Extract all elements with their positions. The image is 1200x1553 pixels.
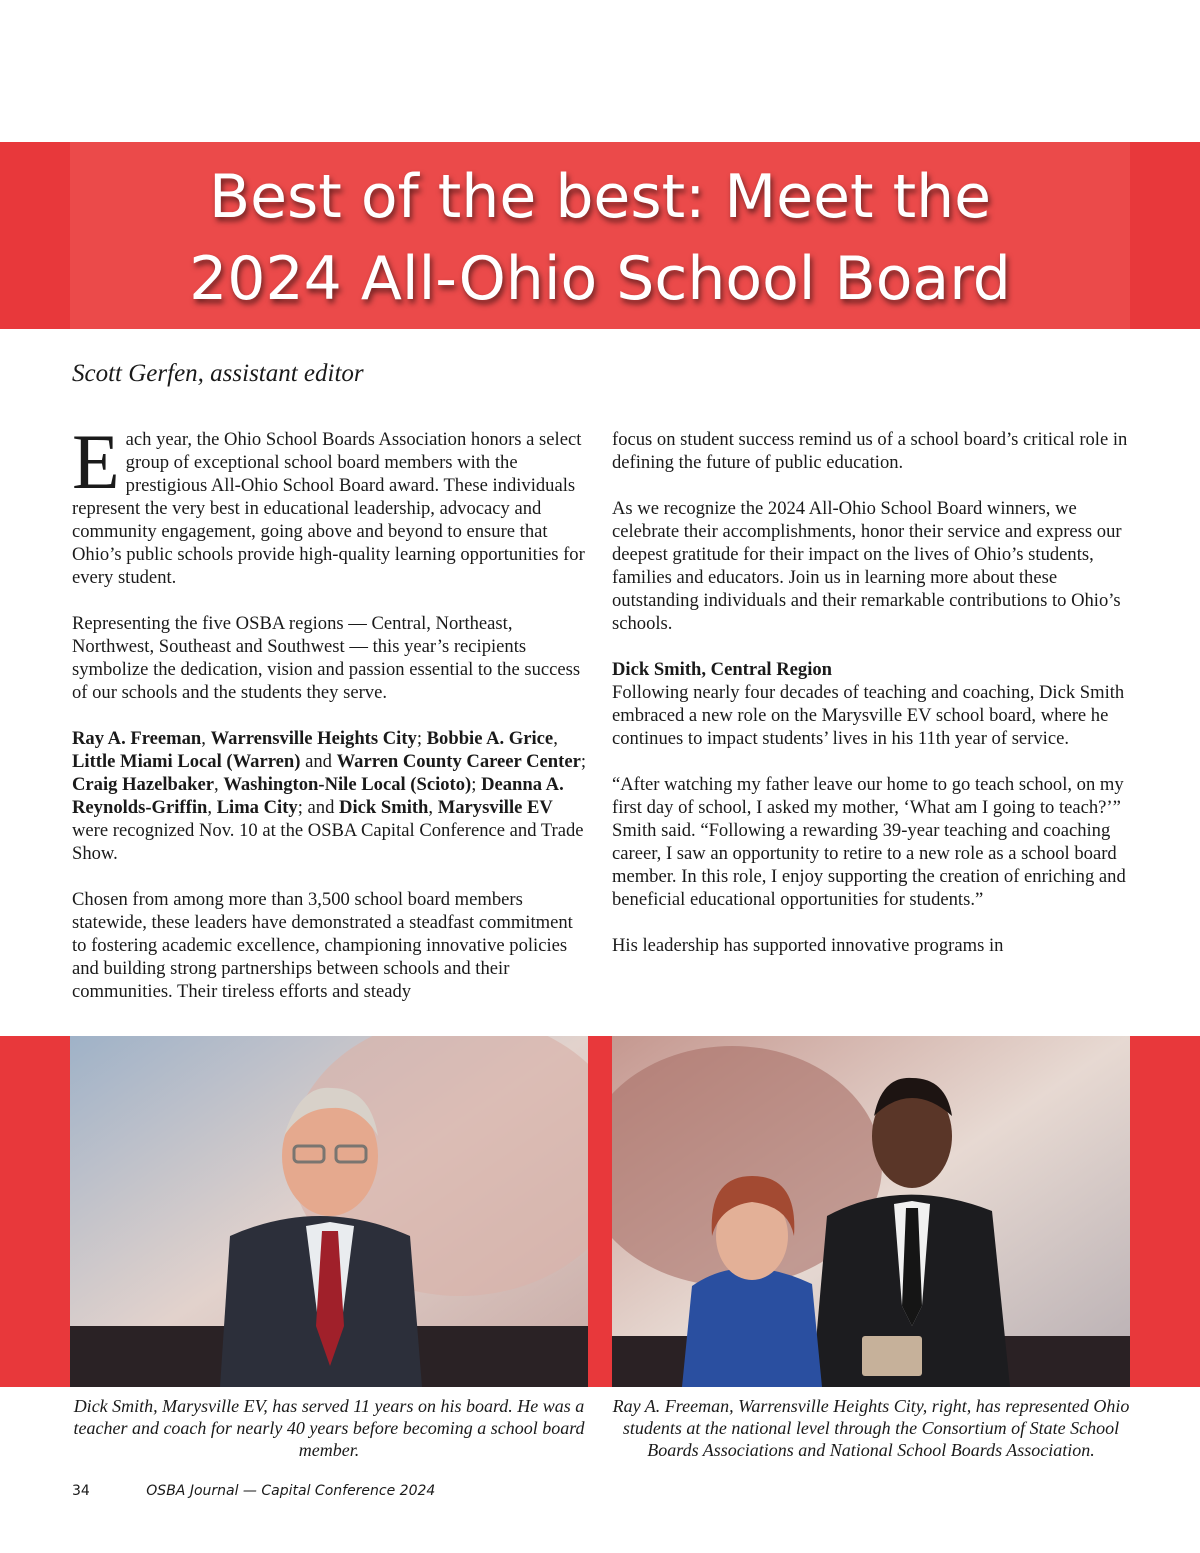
- focus-paragraph: focus on student success remind us of a school board’s critical role in defining the future of public education.: [612, 429, 1128, 473]
- winner-district: Little Miami Local (Warren): [72, 751, 301, 772]
- title-line-2: 2024 All-Ohio School Board: [189, 244, 1011, 314]
- intro-text: ach year, the Ohio School Boards Association honors a select group of exceptional school board members with the prestigious All-Ohio School Board award. These individuals represent the very best in educational leadership, advocacy and community engagement, going above and beyond to ensure that Ohio’s public schools provide high-quality learning opportunities for every student.: [72, 429, 585, 588]
- winner-district: Washington-Nile Local (Scioto): [223, 774, 472, 795]
- photo-dick-smith-image: [70, 1036, 588, 1387]
- profile-intro: Following nearly four decades of teaching and coaching, Dick Smith embraced a new role on the Marysville EV school board, where he continues to impact students’ lives in his 11th year of service.: [612, 682, 1125, 749]
- winners-paragraph: Ray A. Freeman, Warrensville Heights City; Bobbie A. Grice, Little Miami Local (Warren) and Warren County Career Center; Craig Hazelbaker, Washington-Nile Local (Scioto); Deanna A. Reynolds-Griffin, Lima City; and Dick Smith, Marysville EV were recognized Nov. 10 at the OSBA Capital Conference and Trade Show.: [72, 728, 587, 864]
- regions-paragraph: Representing the five OSBA regions — Central, Northeast, Northwest, Southeast and Southwest — this year’s recipients symbolize the dedication, vision and passion essential to the success of our schools and the students they serve.: [72, 613, 581, 703]
- article-left-column: [72, 418, 590, 1026]
- winner-district: Lima City: [216, 797, 298, 818]
- winner-name: Dick Smith: [339, 797, 429, 818]
- connector-text: ; and: [297, 797, 340, 818]
- page-footer: [72, 1483, 435, 1499]
- byline: Scott Gerfen, assistant editor: [72, 360, 364, 387]
- leadership-paragraph: His leadership has supported innovative programs in: [612, 935, 1004, 956]
- profile-heading: Dick Smith, Central Region: [612, 659, 833, 680]
- page-number: 34: [72, 1483, 90, 1499]
- quote-paragraph: “After watching my father leave our home to go teach school, on my first day of school, I asked my mother, ‘What am I going to teach?’” Smith said. “Following a rewarding 39-year teaching and coaching career, I saw an opportunity to retire to a new role as a school board member. In this role, I enjoy supporting the creation of enriching and beneficial educational opportunities for students.”: [612, 774, 1126, 910]
- article-right-column: [612, 428, 1130, 980]
- winner-name: Bobbie A. Grice: [426, 728, 554, 749]
- recognize-paragraph: As we recognize the 2024 All-Ohio School Board winners, we celebrate their accomplishments, honor their service and express our deepest gratitude for their impact on the lives of Ohio’s students, families and educators. Join us in learning more about these outstanding individuals and their remarkable contributions to Ohio’s schools.: [612, 498, 1122, 634]
- winner-district: Warrensville Heights City: [210, 728, 417, 749]
- connector-text: and: [300, 751, 337, 772]
- drop-cap: E: [72, 418, 120, 505]
- intro-paragraph: [72, 418, 590, 589]
- profile-section: [612, 658, 1130, 750]
- chosen-paragraph: Chosen from among more than 3,500 school board members statewide, these leaders have demonstrated a steadfast commitment to fostering academic excellence, championing innovative policies and building strong partnerships between schools and their communities. Their tireless efforts and steady: [72, 889, 573, 1002]
- winner-name: Craig Hazelbaker: [72, 774, 215, 795]
- winner-district: Marysville EV: [437, 797, 553, 818]
- winner-district: Warren County Career Center: [336, 751, 581, 772]
- photo-ray-freeman-image: [612, 1036, 1130, 1387]
- photo-dick-smith: [70, 1036, 588, 1387]
- winner-name: Ray A. Freeman: [72, 728, 202, 749]
- title-line-1: Best of the best: Meet the: [208, 162, 992, 232]
- caption-left: Dick Smith, Marysville EV, has served 11 years on his board. He was a teacher and coach for nearly 40 years before becoming a school board member.: [73, 1396, 585, 1460]
- title-banner: [0, 142, 1200, 329]
- page-title: [0, 156, 1200, 320]
- caption-right: Ray A. Freeman, Warrensville Heights City, right, has represented Ohio students at the national level through the Consortium of State School Boards Associations and National School Boards Association.: [612, 1396, 1130, 1460]
- photo-ray-freeman: [612, 1036, 1130, 1387]
- winner-name: Deanna A. Reynolds-Griffin: [72, 774, 564, 818]
- winners-tail: were recognized Nov. 10 at the OSBA Capital Conference and Trade Show.: [72, 820, 584, 864]
- journal-name: OSBA Journal — Capital Conference 2024: [146, 1483, 436, 1499]
